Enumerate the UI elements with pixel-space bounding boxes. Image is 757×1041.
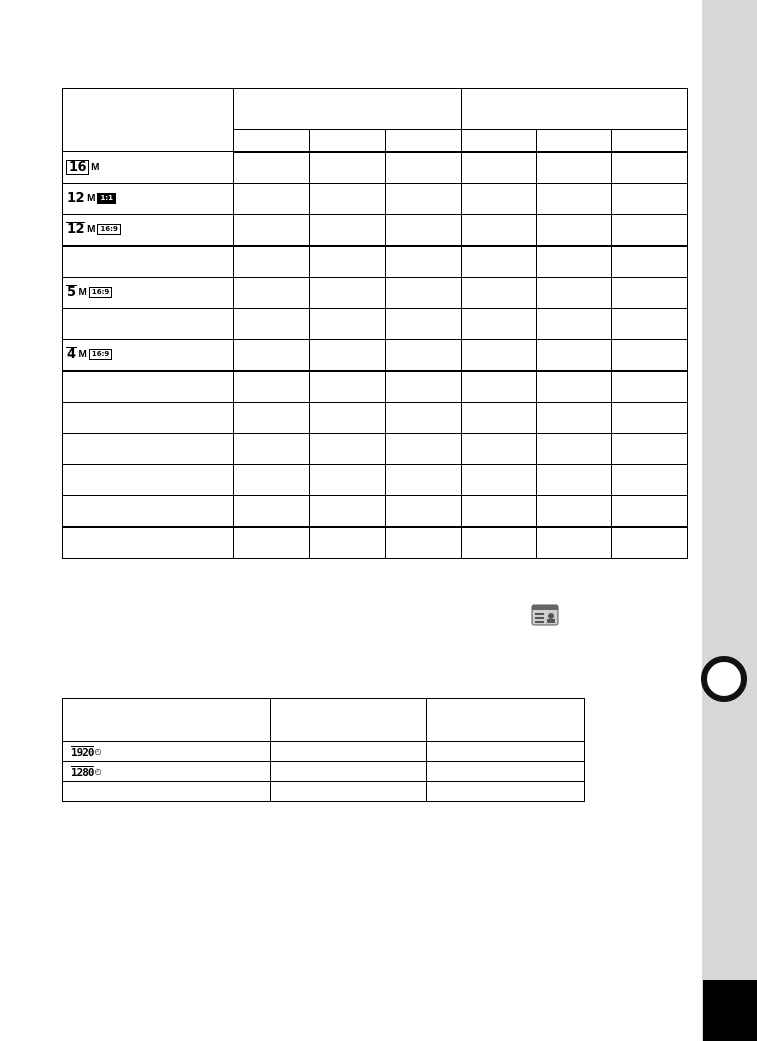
table-cell	[309, 527, 385, 559]
size-cell	[63, 495, 234, 527]
table-cell	[612, 402, 688, 433]
table-row	[63, 152, 688, 184]
table-cell	[537, 371, 612, 403]
table-cell	[612, 339, 688, 371]
aspect-ratio-badge: 16:9	[89, 349, 112, 360]
size-12m-1-1-icon	[66, 192, 116, 205]
table-cell	[233, 402, 309, 433]
table-cell	[612, 152, 688, 184]
chapter-marker-icon	[701, 656, 747, 702]
table-row	[63, 742, 585, 762]
table-row	[63, 246, 688, 278]
table-cell	[385, 277, 462, 308]
movie-size-cell	[63, 762, 271, 782]
movie-size-number: 1280	[71, 765, 94, 779]
table-cell	[462, 495, 537, 527]
table-cell	[462, 152, 537, 184]
size-cell	[63, 277, 234, 308]
table-cell	[233, 495, 309, 527]
subheader-cell	[233, 130, 309, 152]
table-row	[63, 527, 688, 559]
table-cell	[385, 152, 462, 184]
size-cell	[63, 152, 234, 184]
table-cell	[462, 527, 537, 559]
table-cell	[462, 214, 537, 246]
size-cell	[63, 433, 234, 464]
table-cell	[537, 277, 612, 308]
subheader-cell	[537, 130, 612, 152]
size-4m-16-9-icon	[66, 347, 112, 361]
table-cell	[612, 495, 688, 527]
table-cell	[233, 527, 309, 559]
table-cell	[612, 464, 688, 495]
table-cell	[537, 183, 612, 214]
table-cell	[537, 433, 612, 464]
table-cell	[462, 339, 537, 371]
table-cell	[233, 339, 309, 371]
size-number: 5	[67, 285, 76, 301]
table-cell	[385, 246, 462, 278]
header-cell	[63, 89, 234, 152]
table-cell	[385, 308, 462, 339]
subheader-cell	[462, 130, 537, 152]
movie-clock-icon: ◴	[94, 747, 102, 756]
table-cell	[612, 246, 688, 278]
table-cell	[427, 762, 585, 782]
table-cell	[537, 495, 612, 527]
size-number: 4	[67, 347, 76, 363]
table-row	[63, 339, 688, 371]
movie-1280-icon	[63, 766, 101, 778]
size-cell	[63, 464, 234, 495]
movie-size-cell	[63, 742, 271, 762]
table-row	[63, 183, 688, 214]
size-cell	[63, 402, 234, 433]
size-cell	[63, 214, 234, 246]
table-cell	[309, 183, 385, 214]
size-5m-16-9-icon	[66, 285, 112, 299]
movie-1920-icon	[63, 746, 101, 758]
table-cell	[309, 339, 385, 371]
table-cell	[309, 246, 385, 278]
table-cell	[309, 308, 385, 339]
table-cell	[309, 495, 385, 527]
table-cell	[427, 742, 585, 762]
table-cell	[309, 402, 385, 433]
table-cell	[537, 527, 612, 559]
size-unit: M	[78, 286, 87, 298]
table-cell	[309, 464, 385, 495]
table-cell	[233, 214, 309, 246]
size-12m-16-9-icon	[66, 222, 121, 236]
table-cell	[537, 214, 612, 246]
menu-icon	[531, 604, 559, 626]
subheader-cell	[309, 130, 385, 152]
table-row	[63, 402, 688, 433]
table-cell	[462, 246, 537, 278]
table-cell	[233, 246, 309, 278]
table-cell	[309, 214, 385, 246]
subheader-cell	[385, 130, 462, 152]
size-cell	[63, 246, 234, 278]
header-cell	[427, 699, 585, 742]
table-cell	[612, 183, 688, 214]
table-header-row	[63, 699, 585, 742]
table-cell	[385, 214, 462, 246]
header-cell	[270, 699, 427, 742]
table-cell	[462, 308, 537, 339]
size-cell	[63, 527, 234, 559]
table-cell	[270, 742, 427, 762]
aspect-ratio-badge: 16:9	[89, 287, 112, 298]
table-row	[63, 308, 688, 339]
aspect-ratio-badge: 1:1	[97, 193, 116, 204]
table-cell	[385, 183, 462, 214]
table-cell	[309, 277, 385, 308]
table-row	[63, 495, 688, 527]
table-cell	[612, 527, 688, 559]
table-cell	[233, 464, 309, 495]
table-cell	[462, 433, 537, 464]
table-cell	[462, 277, 537, 308]
table-row	[63, 277, 688, 308]
table-cell	[612, 308, 688, 339]
size-number: 12	[67, 222, 85, 238]
size-unit: M	[78, 348, 87, 360]
table-row	[63, 782, 585, 802]
table-cell	[385, 464, 462, 495]
header-group-cell	[233, 89, 462, 130]
table-cell	[612, 277, 688, 308]
size-cell	[63, 371, 234, 403]
size-cell	[63, 183, 234, 214]
recording-size-table	[62, 88, 688, 559]
table-row	[63, 464, 688, 495]
table-cell	[462, 464, 537, 495]
table-cell	[385, 433, 462, 464]
table-cell	[270, 782, 427, 802]
table-cell	[385, 495, 462, 527]
aspect-ratio-badge: 16:9	[97, 224, 120, 235]
size-16m-icon	[66, 160, 99, 175]
header-group-cell	[462, 89, 688, 130]
table-cell	[233, 183, 309, 214]
page-number-tab	[703, 980, 757, 1041]
table-cell	[385, 371, 462, 403]
size-cell	[63, 339, 234, 371]
table-row	[63, 214, 688, 246]
table-row	[63, 371, 688, 403]
table-cell	[233, 433, 309, 464]
table-header-row	[63, 89, 688, 130]
table-cell	[462, 371, 537, 403]
table-cell	[462, 402, 537, 433]
size-cell	[63, 308, 234, 339]
table-cell	[233, 308, 309, 339]
table-cell	[612, 214, 688, 246]
table-cell	[309, 371, 385, 403]
table-cell	[233, 277, 309, 308]
chapter-sidebar	[702, 0, 757, 1041]
table-cell	[385, 527, 462, 559]
table-cell	[385, 402, 462, 433]
movie-size-table	[62, 698, 585, 802]
movie-clock-icon: ◴	[94, 767, 102, 776]
size-number: 16	[66, 160, 89, 175]
size-unit: M	[87, 192, 96, 204]
table-cell	[612, 433, 688, 464]
table-cell	[385, 339, 462, 371]
movie-size-cell	[63, 782, 271, 802]
table-cell	[537, 308, 612, 339]
table-cell	[309, 433, 385, 464]
table-cell	[537, 246, 612, 278]
size-unit: M	[87, 223, 96, 235]
table-cell	[537, 339, 612, 371]
table-cell	[309, 152, 385, 184]
size-number: 12	[67, 190, 85, 206]
size-unit: M	[91, 161, 100, 173]
table-row	[63, 433, 688, 464]
table-cell	[270, 762, 427, 782]
table-cell	[537, 402, 612, 433]
table-cell	[612, 371, 688, 403]
movie-size-number: 1920	[71, 745, 94, 759]
table-cell	[537, 152, 612, 184]
table-cell	[233, 152, 309, 184]
table-cell	[233, 371, 309, 403]
table-cell	[462, 183, 537, 214]
table-cell	[427, 782, 585, 802]
table-cell	[537, 464, 612, 495]
subheader-cell	[612, 130, 688, 152]
header-cell	[63, 699, 271, 742]
table-row	[63, 762, 585, 782]
